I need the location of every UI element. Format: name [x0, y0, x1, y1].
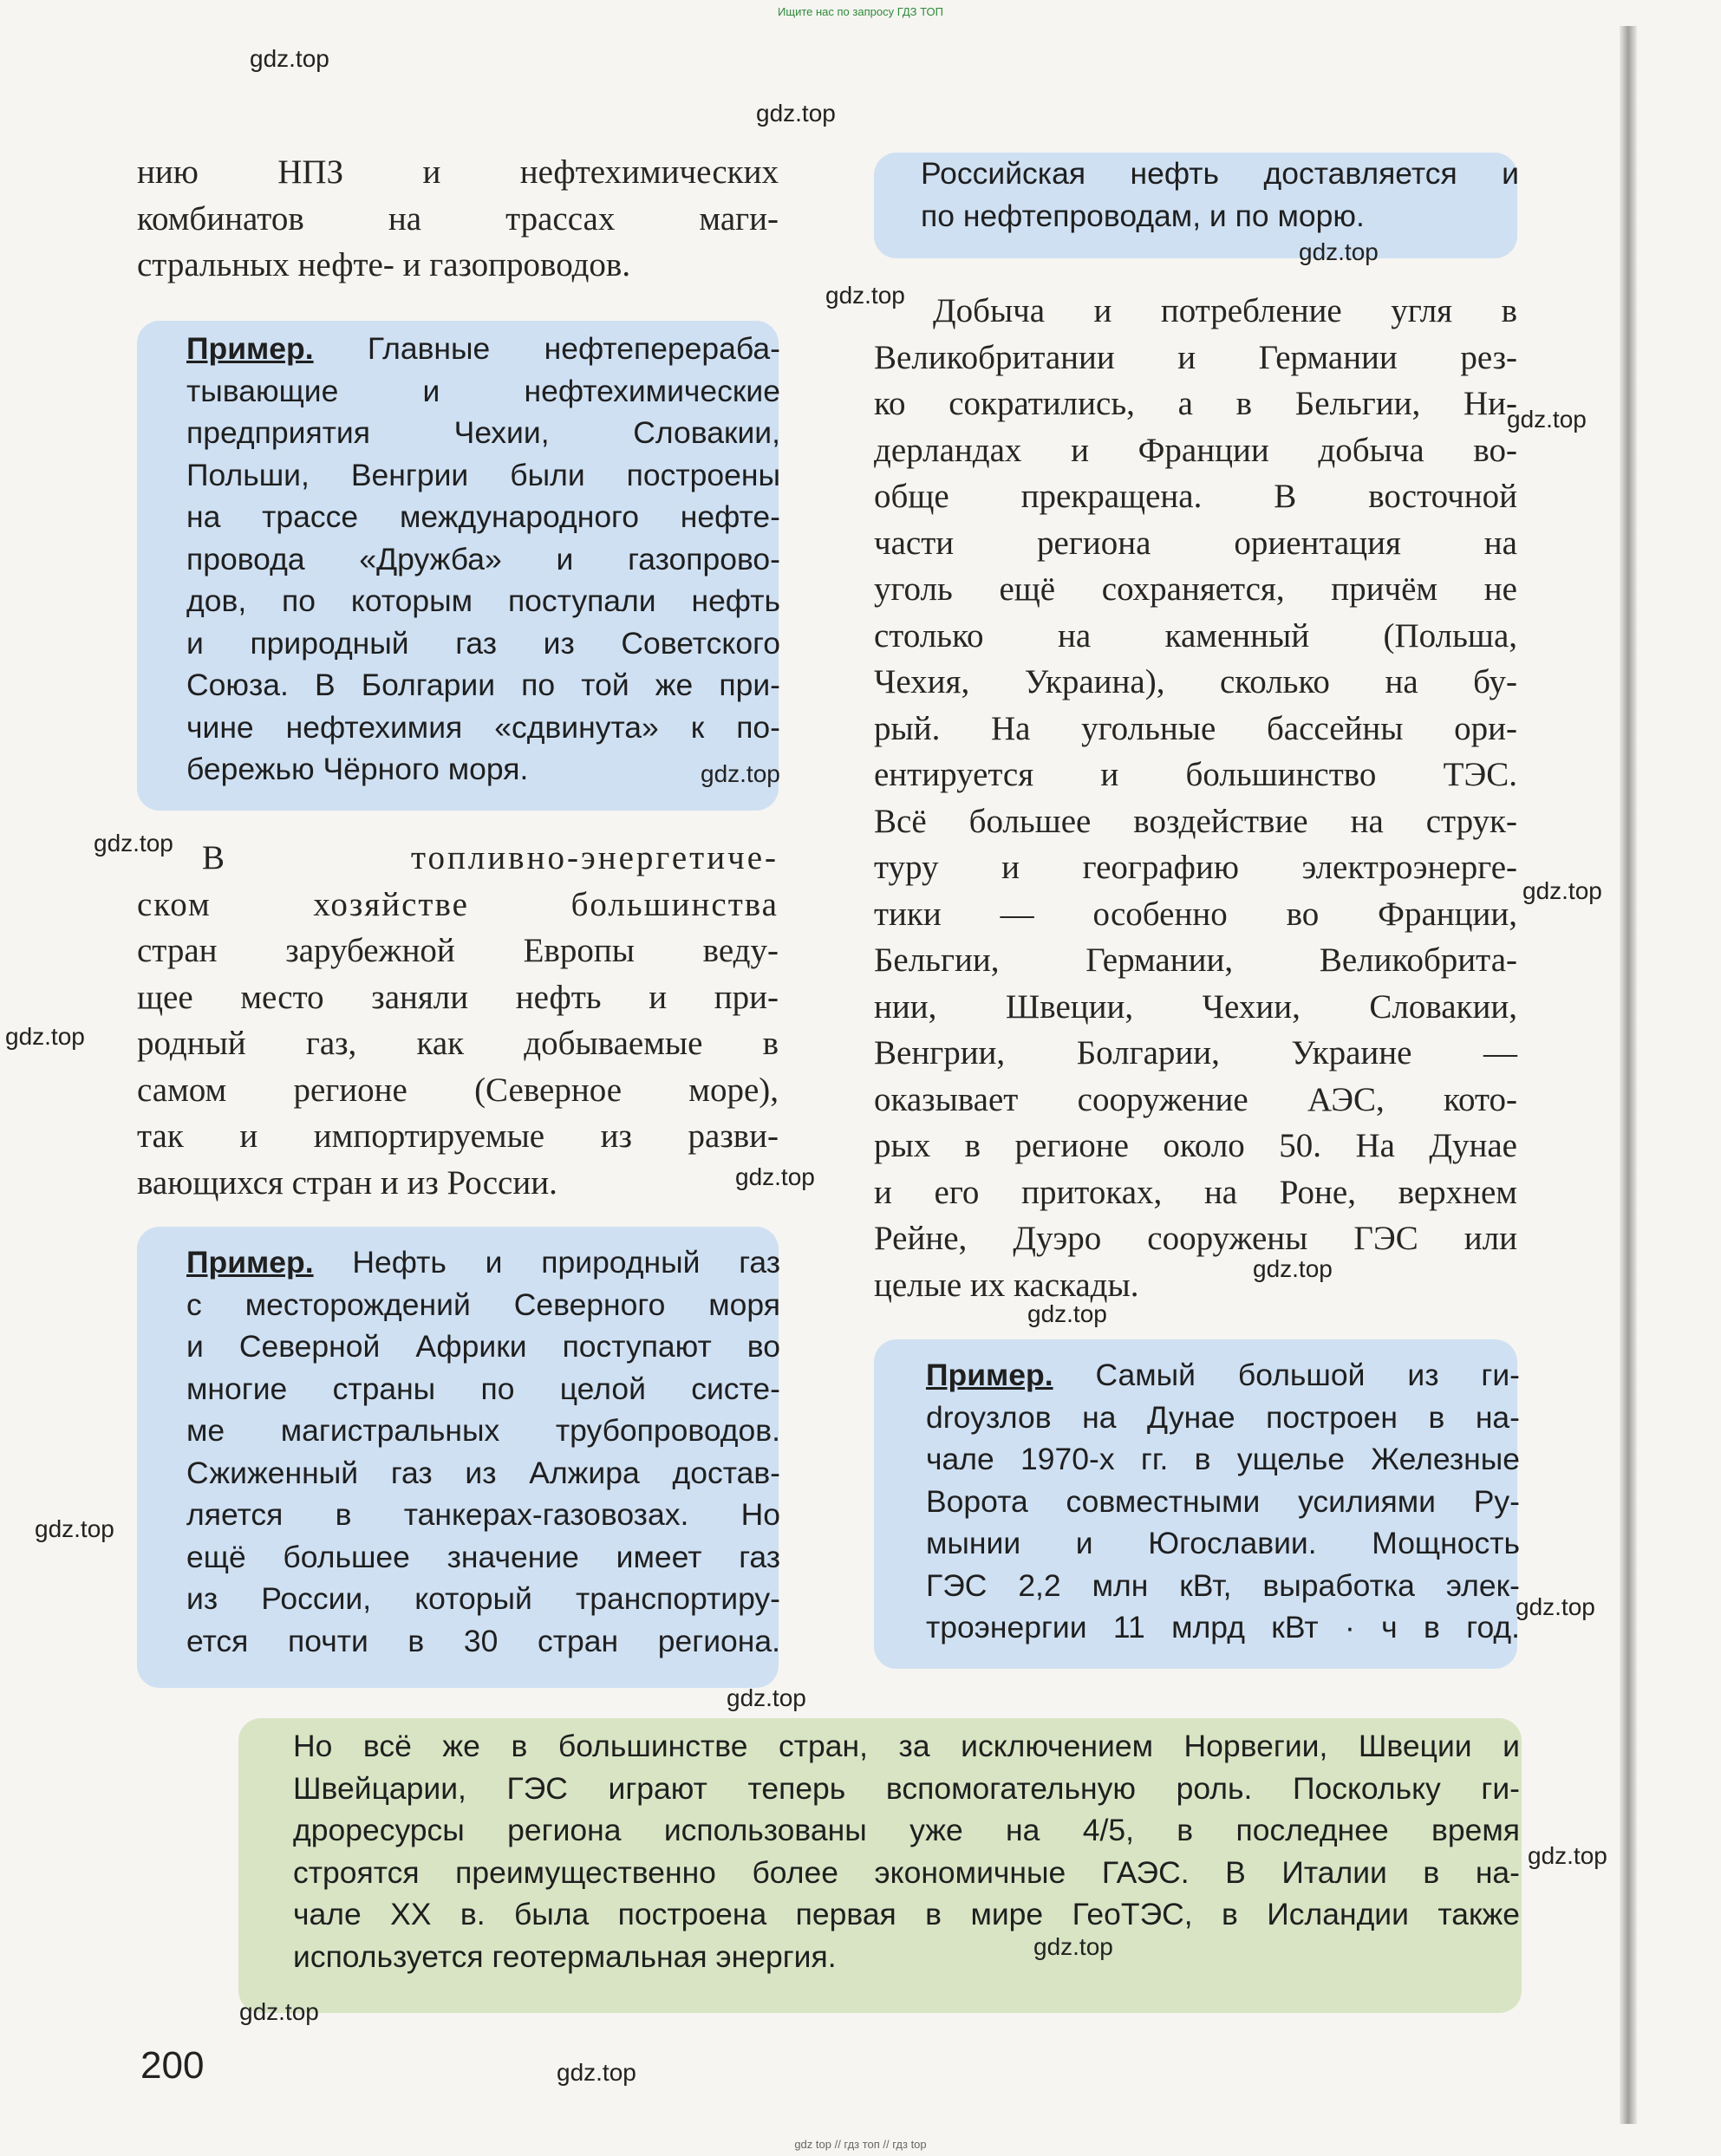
example-box-iron-gates-content [926, 1354, 1520, 1649]
text-line: ещё большее значение имеет газ [186, 1539, 780, 1574]
text-line: Венгрии, Болгарии, Украине — [874, 1034, 1517, 1071]
watermark: gdz.top [5, 1023, 85, 1050]
text-line: Российская нефть доставляется и [921, 156, 1519, 191]
example-text [186, 1241, 780, 1662]
text-line: Главные нефтеперераба- [313, 331, 780, 366]
watermark: gdz.top [239, 1998, 319, 2025]
text-line: столько на каменный (Польша, [874, 616, 1517, 655]
text-line: предприятия Чехии, Словакии, [186, 415, 780, 450]
text-line: стран зарубежной Европы веду- [137, 932, 779, 969]
text-line: строятся преимущественно более экономичные ГАЭС. В Италии в на- [293, 1854, 1520, 1890]
summary-text [293, 1725, 1520, 1977]
text-line: тывающие и нефтехимические [186, 373, 780, 408]
text-line: комбинатов на трассах маги- [137, 199, 779, 238]
text-line: рых в регионе около 50. На Дунае [874, 1127, 1517, 1164]
watermark: gdz.top [1507, 406, 1587, 433]
watermark: gdz.top [1528, 1842, 1607, 1869]
watermark: gdz.top [701, 760, 780, 787]
text-line: используется геотермальная энергия. [293, 1938, 837, 1974]
text-line: В топливно-энергетиче- [202, 839, 779, 876]
text-line: и природный газ из Советского [186, 625, 780, 661]
page-number: 200 [140, 2044, 205, 2087]
text-line: ме магистральных трубопроводов. [186, 1413, 780, 1448]
text-line: целые их каскады. [874, 1266, 1139, 1304]
text-line: чале 1970-х гг. в ущелье Железные [926, 1442, 1520, 1476]
watermark: gdz.top [1516, 1593, 1595, 1620]
text-line: по нефтепроводам, и по морю. [921, 198, 1365, 233]
watermark: gdz.top [1299, 238, 1379, 265]
text-line: Сжиженный газ из Алжира достав- [186, 1455, 780, 1490]
text-line: бережью Чёрного моря. [186, 752, 529, 786]
watermark: gdz.top [735, 1163, 815, 1190]
example-text [186, 328, 780, 791]
text-line: и Северной Африки поступают во [186, 1329, 780, 1364]
text-line: Польши, Венгрии были построены [186, 457, 780, 492]
bottom-note: gdz top // гдз топ // гдз top [794, 2138, 927, 2151]
watermark: gdz.top [1033, 1933, 1113, 1960]
watermark: gdz.top [35, 1515, 114, 1542]
text-line: щее место заняли нефть и при- [137, 978, 779, 1016]
watermark: gdz.top [94, 830, 173, 857]
text-line: Рейне, Дуэро сооружены ГЭС или [874, 1220, 1517, 1257]
left-intro-paragraph [137, 149, 779, 289]
example-label: Пример. [186, 331, 314, 366]
text-line: Нефть и природный газ [313, 1245, 780, 1280]
text-line: ко сократились, а в Бельгии, Ни- [874, 385, 1517, 422]
text-line: Самый большой из ги- [1053, 1358, 1520, 1392]
text-line: на трассе международного нефте- [186, 499, 780, 534]
text-line: провода «Дружба» и газопрово- [186, 541, 780, 576]
summary-box-hydro-content [293, 1725, 1520, 1977]
example-label: Пример. [926, 1358, 1053, 1392]
text-line: туру и географию электроэнерге- [874, 849, 1517, 886]
text-line: и его притоках, на Роне, верхнем [874, 1173, 1517, 1211]
right-coal-paragraph [874, 288, 1517, 1308]
watermark: gdz.top [727, 1684, 806, 1711]
text-line: из России, который транспортиру- [186, 1581, 780, 1616]
text-line: дов, по которым поступали нефть [186, 583, 780, 618]
left-intro-text [137, 149, 779, 289]
text-line: троэнергии 11 млрд кВт · ч в год. [926, 1610, 1520, 1645]
text-line: оказывает сооружение АЭС, кото- [874, 1080, 1517, 1118]
text-line: родный газ, как добываемые в [137, 1025, 779, 1062]
text-line: Чехия, Украина), сколько на бу- [874, 663, 1517, 700]
text-line: чале XX в. была построена первая в мире ГеоТЭС, в Исландии также [293, 1897, 1520, 1931]
top-note: Ищите нас по запросу ГДЗ ТОП [778, 5, 943, 18]
callout-box-russian-oil-content [921, 153, 1519, 237]
example-text [926, 1354, 1520, 1649]
coal-text [874, 288, 1517, 1308]
example-box-gas-content [186, 1241, 780, 1662]
watermark: gdz.top [557, 2059, 636, 2086]
energy-text [137, 835, 779, 1206]
text-line: ГЭС 2,2 млн кВт, выработка элек- [926, 1567, 1520, 1603]
text-line: дерландах и Франции добыча во- [874, 431, 1517, 469]
text-line: ляется в танкерах-газовозах. Но [186, 1497, 780, 1532]
watermark: gdz.top [1027, 1300, 1107, 1327]
callout-text [921, 153, 1519, 237]
text-line: Бельгии, Германии, Великобрита- [874, 941, 1517, 979]
text-line: Великобритании и Германии рез- [874, 338, 1517, 376]
text-line: тики — особенно во Франции, [874, 895, 1517, 933]
text-line: нии, Швеции, Чехии, Словакии, [874, 987, 1517, 1026]
text-line: обще прекращена. В восточной [874, 478, 1517, 515]
left-energy-paragraph [137, 835, 779, 1206]
text-line: Союза. В Болгарии по той же при- [186, 668, 780, 702]
text-line: вающихся стран и из России. [137, 1163, 557, 1202]
text-line: ется почти в 30 стран региона. [186, 1623, 780, 1658]
text-line: дроресурсы региона использованы уже на 4/5, в последнее время [293, 1813, 1520, 1847]
text-line: Ворота совместными усилиями Ру- [926, 1483, 1520, 1519]
watermark: gdz.top [825, 282, 905, 309]
page-binding-shadow [1620, 26, 1637, 2124]
text-line: мынии и Югославии. Мощность [926, 1526, 1520, 1560]
text-line: Швейцарии, ГЭС играют теперь вспомогательную роль. Поскольку ги- [293, 1770, 1520, 1806]
text-line: droузлов на Дунае построен в на- [926, 1399, 1520, 1435]
text-line: многие страны по целой систе- [186, 1371, 780, 1406]
watermark: gdz.top [250, 45, 329, 72]
text-line: нию НПЗ и нефтехимических [137, 153, 779, 191]
text-line: самом регионе (Северное море), [137, 1071, 779, 1109]
text-line: чине нефтехимия «сдвинута» к по- [186, 709, 780, 745]
watermark: gdz.top [1522, 877, 1602, 904]
text-line: Добыча и потребление угля в [933, 292, 1517, 329]
text-line: уголь ещё сохраняется, причём не [874, 570, 1517, 608]
text-line: Всё большее воздействие на струк- [874, 802, 1517, 840]
example-label: Пример. [186, 1245, 314, 1280]
example-box-refineries-content [186, 328, 780, 791]
text-line: так и импортируемые из разви- [137, 1117, 779, 1155]
text-line: ском хозяйстве большинства [137, 885, 779, 923]
text-line: Но всё же в большинстве стран, за исключением Норвегии, Швеции и [293, 1729, 1520, 1763]
text-line: рый. На угольные бассейны ори- [874, 709, 1517, 747]
text-line: с месторождений Северного моря [186, 1286, 780, 1322]
text-line: ентируется и большинство ТЭС. [874, 756, 1517, 793]
text-line: стральных нефте- и газопроводов. [137, 246, 631, 283]
watermark: gdz.top [756, 100, 836, 127]
text-line: части региона ориентация на [874, 524, 1517, 562]
watermark: gdz.top [1253, 1255, 1333, 1282]
